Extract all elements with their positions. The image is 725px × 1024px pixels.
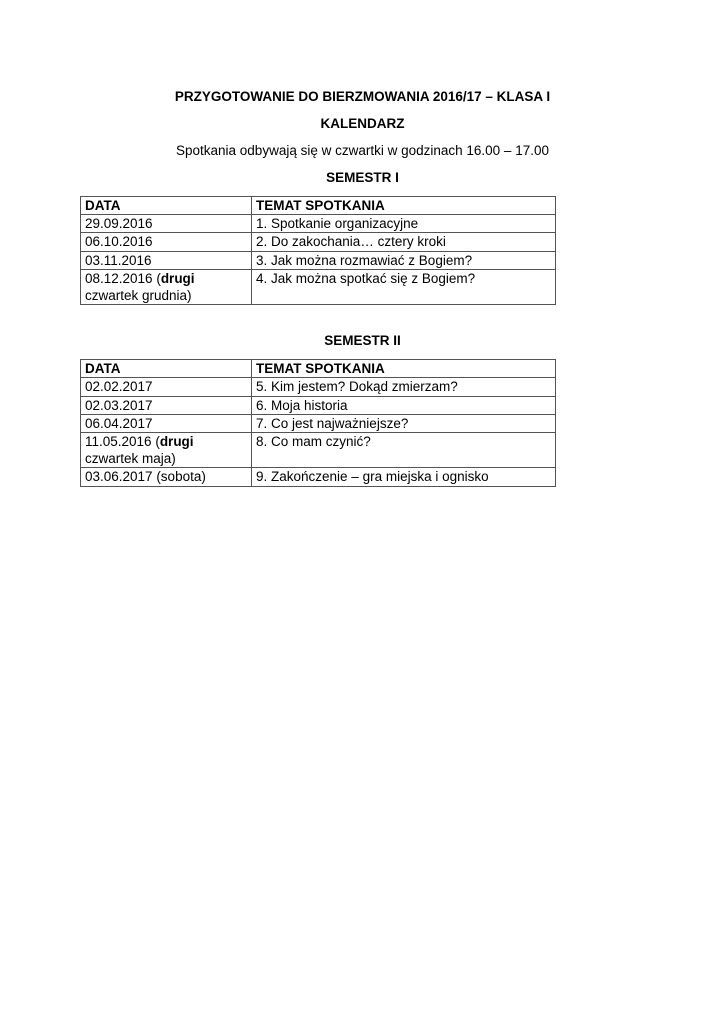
date-text-segment: 06.04.2017 [85, 415, 153, 431]
table-row [81, 414, 556, 432]
semester-1-table [80, 196, 556, 305]
date-cell [81, 414, 252, 432]
topic-cell: 8. Co mam czynić? [252, 433, 556, 468]
topic-cell: 9. Zakończenie – gra miejska i ognisko [252, 468, 556, 486]
date-text-segment: 02.03.2017 [85, 397, 153, 413]
date-text-segment: 08.12.2016 ( [85, 270, 161, 286]
topic-cell: 6. Moja historia [252, 396, 556, 414]
date-cell [81, 269, 252, 304]
date-text-segment: 03.11.2016 [85, 252, 152, 268]
date-cell [81, 215, 252, 233]
table-row [81, 433, 556, 468]
date-text-segment: 03.06.2017 (sobota) [85, 469, 206, 485]
date-text-segment: drugi [159, 434, 194, 450]
table-row [81, 215, 556, 233]
table-row [81, 269, 556, 304]
table-row [81, 396, 556, 414]
date-column-header: DATA [81, 360, 252, 378]
table-row [81, 233, 556, 251]
document-subtitle: KALENDARZ [320, 116, 405, 131]
date-cell [81, 468, 252, 486]
topic-cell: 3. Jak można rozmawiać z Bogiem? [252, 251, 556, 269]
date-text-segment: 11.05.2016 ( [85, 434, 160, 450]
date-cell [81, 433, 252, 468]
date-cell [81, 251, 252, 269]
document-title: PRZYGOTOWANIE DO BIERZMOWANIA 2016/17 – KLASA I [174, 89, 551, 104]
topic-column-header: TEMAT SPOTKANIA [252, 360, 556, 378]
date-cell [81, 233, 252, 251]
date-column-header: DATA [81, 197, 252, 215]
semester-1-section [0, 169, 725, 305]
date-cell [81, 396, 252, 414]
semester-1-heading: SEMESTR I [326, 170, 399, 185]
date-text-segment: czwartek grudnia) [85, 288, 192, 304]
topic-cell: 5. Kim jestem? Dokąd zmierzam? [252, 378, 556, 396]
table-header-row [81, 360, 556, 378]
table-row [81, 468, 556, 486]
topic-cell: 2. Do zakochania… cztery kroki [252, 233, 556, 251]
semester-2-table [80, 359, 556, 486]
date-text-segment: czwartek maja) [85, 451, 176, 467]
intro-text: Spotkania odbywają się w czwartki w godzinach 16.00 – 17.00 [176, 143, 549, 158]
semester-2-section [0, 332, 725, 486]
date-text-segment: 06.10.2016 [85, 234, 153, 250]
topic-cell: 7. Co jest najważniejsze? [252, 414, 556, 432]
table-row [81, 251, 556, 269]
topic-cell: 4. Jak można spotkać się z Bogiem? [252, 269, 556, 304]
date-text-segment: 29.09.2016 [85, 216, 153, 232]
date-cell [81, 378, 252, 396]
date-text-segment: 02.02.2017 [85, 379, 153, 395]
semester-2-heading: SEMESTR II [324, 333, 401, 349]
date-text-segment: drugi [160, 270, 195, 286]
table-row [81, 378, 556, 396]
table-header-row [81, 197, 556, 215]
topic-column-header: TEMAT SPOTKANIA [252, 197, 556, 215]
topic-cell: 1. Spotkanie organizacyjne [252, 215, 556, 233]
